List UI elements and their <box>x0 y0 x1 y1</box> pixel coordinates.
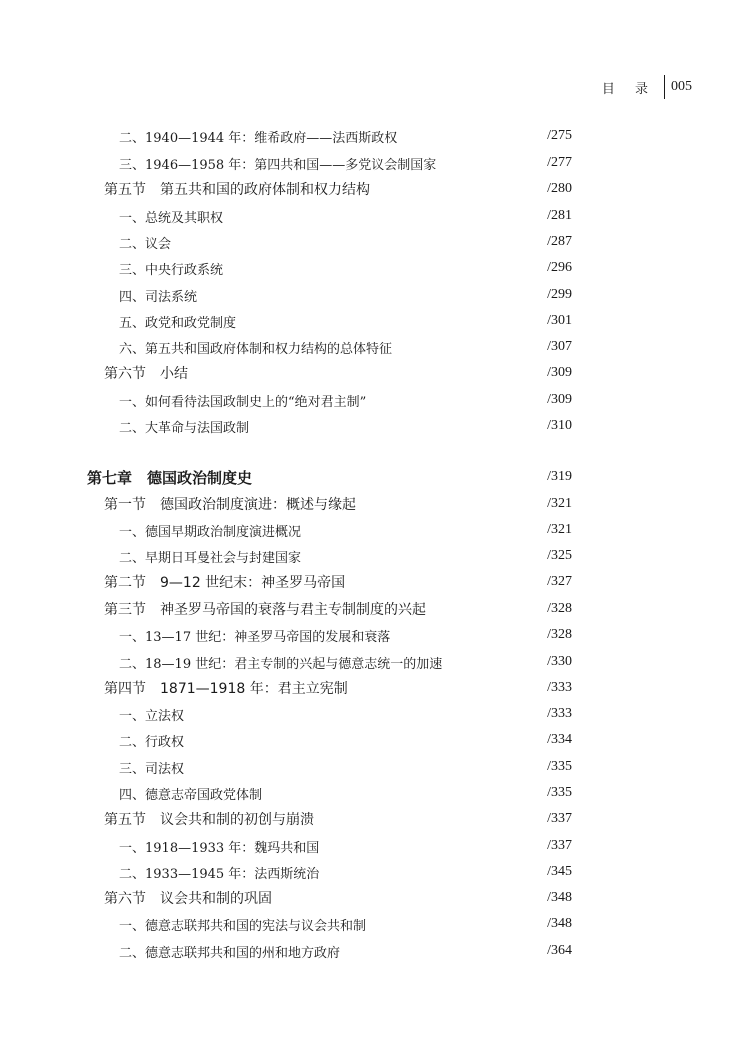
toc-entry-item[interactable] <box>0 755 750 779</box>
toc-entry-title: 一、立法权 <box>119 708 185 724</box>
toc-entry-item[interactable] <box>0 124 750 148</box>
toc-entry-title: 第四节 1871—1918 年：君主立宪制 <box>104 681 348 697</box>
toc-entry-title: 第七章 德国政治制度史 <box>87 468 253 487</box>
header-divider <box>664 75 665 99</box>
toc-entry-item[interactable] <box>0 834 750 858</box>
toc-entry-item[interactable] <box>0 230 750 254</box>
toc-entry-page: /277 <box>547 155 572 170</box>
toc-entry-title: 第六节 小结 <box>104 366 188 382</box>
toc-entry-title: 三、司法权 <box>119 761 185 777</box>
toc-entry-section[interactable] <box>0 177 750 201</box>
toc-entry-title: 三、中央行政系统 <box>119 262 224 278</box>
toc-entry-item[interactable] <box>0 702 750 726</box>
running-header <box>602 74 692 100</box>
toc-entry-item[interactable] <box>0 544 750 568</box>
header-page-number: 005 <box>671 79 692 94</box>
toc-entry-title: 第五节 议会共和制的初创与崩溃 <box>104 812 314 828</box>
toc-entry-page: /348 <box>547 890 572 905</box>
toc-entry-page: /328 <box>547 601 572 616</box>
toc-entry-item[interactable] <box>0 860 750 884</box>
toc-entry-title: 五、政党和政党制度 <box>119 315 237 331</box>
toc-entry-title: 一、德意志联邦共和国的宪法与议会共和制 <box>119 918 367 934</box>
toc-entry-page: /333 <box>547 680 572 695</box>
toc-entry-title: 四、司法系统 <box>119 289 198 305</box>
toc-entry-section[interactable] <box>0 361 750 385</box>
toc-entry-section[interactable] <box>0 886 750 910</box>
toc-entry-title: 第一节 德国政治制度演进：概述与缘起 <box>104 497 356 513</box>
toc-entry-title: 第三节 神圣罗马帝国的衰落与君主专制制度的兴起 <box>104 602 426 618</box>
toc-entry-page: /335 <box>547 759 572 774</box>
toc-entry-title: 二、早期日耳曼社会与封建国家 <box>119 550 302 566</box>
toc-entry-section[interactable] <box>0 570 750 594</box>
header-label: 目 录 <box>601 81 656 97</box>
toc-entry-item[interactable] <box>0 728 750 752</box>
toc-entry-page: /348 <box>547 916 572 931</box>
toc-entry-page: /328 <box>547 627 572 642</box>
toc-entry-page: /321 <box>547 522 572 537</box>
toc-entry-title: 二、行政权 <box>119 734 185 750</box>
toc-entry-page: /296 <box>547 260 572 275</box>
toc-entry-title: 一、如何看待法国政制史上的“绝对君主制” <box>119 394 367 410</box>
toc-entry-title: 二、1933—1945 年：法西斯统治 <box>119 866 320 882</box>
toc-entry-page: /309 <box>547 365 572 380</box>
toc-entry-item[interactable] <box>0 151 750 175</box>
toc-entry-page: /309 <box>547 392 572 407</box>
toc-entry-title: 二、议会 <box>119 236 172 252</box>
toc-entry-section[interactable] <box>0 676 750 700</box>
toc-entry-page: /287 <box>547 234 572 249</box>
toc-entry-page: /280 <box>547 181 572 196</box>
toc-entry-section[interactable] <box>0 807 750 831</box>
toc-entry-title: 二、1940—1944 年：维希政府——法西斯政权 <box>119 130 398 146</box>
toc-entry-item[interactable] <box>0 388 750 412</box>
toc-entry-item[interactable] <box>0 912 750 936</box>
toc-entry-title: 二、大革命与法国政制 <box>119 420 250 436</box>
toc-entry-section[interactable] <box>0 492 750 516</box>
toc-entry-item[interactable] <box>0 414 750 438</box>
toc-entry-page: /325 <box>547 548 572 563</box>
toc-entry-chapter[interactable] <box>0 465 750 489</box>
toc-entry-title: 三、1946—1958 年：第四共和国——多党议会制国家 <box>119 157 437 173</box>
toc-entry-title: 一、德国早期政治制度演进概况 <box>119 524 302 540</box>
toc-entry-section[interactable] <box>0 597 750 621</box>
toc-entry-item[interactable] <box>0 309 750 333</box>
toc-entry-page: /307 <box>547 339 572 354</box>
toc-entry-title: 第六节 议会共和制的巩固 <box>104 891 272 907</box>
toc-entry-page: /337 <box>547 838 572 853</box>
toc-entry-item[interactable] <box>0 650 750 674</box>
toc-entry-page: /321 <box>547 496 572 511</box>
toc-entry-page: /319 <box>547 469 572 484</box>
toc-entry-title: 二、18—19 世纪：君主专制的兴起与德意志统一的加速 <box>119 656 443 672</box>
toc-entry-page: /345 <box>547 864 572 879</box>
toc-entry-title: 第二节 9—12 世纪末：神圣罗马帝国 <box>104 575 346 591</box>
toc-entry-page: /335 <box>547 785 572 800</box>
toc-entry-page: /310 <box>547 418 572 433</box>
toc-entry-title: 一、总统及其职权 <box>119 210 224 226</box>
toc-entry-item[interactable] <box>0 335 750 359</box>
toc-entry-page: /281 <box>547 208 572 223</box>
toc-entry-page: /299 <box>547 287 572 302</box>
toc-entry-page: /301 <box>547 313 572 328</box>
toc-entry-item[interactable] <box>0 256 750 280</box>
toc-entry-page: /333 <box>547 706 572 721</box>
toc-entry-page: /364 <box>547 943 572 958</box>
toc-entry-item[interactable] <box>0 283 750 307</box>
toc-entry-page: /327 <box>547 574 572 589</box>
toc-entry-title: 四、德意志帝国政党体制 <box>119 787 263 803</box>
toc-entry-item[interactable] <box>0 623 750 647</box>
toc-entry-title: 六、第五共和国政府体制和权力结构的总体特征 <box>119 341 393 357</box>
toc-entry-title: 一、1918—1933 年：魏玛共和国 <box>119 840 320 856</box>
toc-entry-item[interactable] <box>0 518 750 542</box>
toc-entry-item[interactable] <box>0 781 750 805</box>
toc-entry-title: 第五节 第五共和国的政府体制和权力结构 <box>104 182 370 198</box>
toc-entry-title: 一、13—17 世纪：神圣罗马帝国的发展和衰落 <box>119 629 391 645</box>
toc-entry-page: /330 <box>547 654 572 669</box>
toc-entry-page: /334 <box>547 732 572 747</box>
toc-entry-item[interactable] <box>0 204 750 228</box>
toc-entry-title: 二、德意志联邦共和国的州和地方政府 <box>119 945 341 961</box>
toc-entry-page: /275 <box>547 128 572 143</box>
toc-entry-item[interactable] <box>0 939 750 963</box>
toc-entry-page: /337 <box>547 811 572 826</box>
